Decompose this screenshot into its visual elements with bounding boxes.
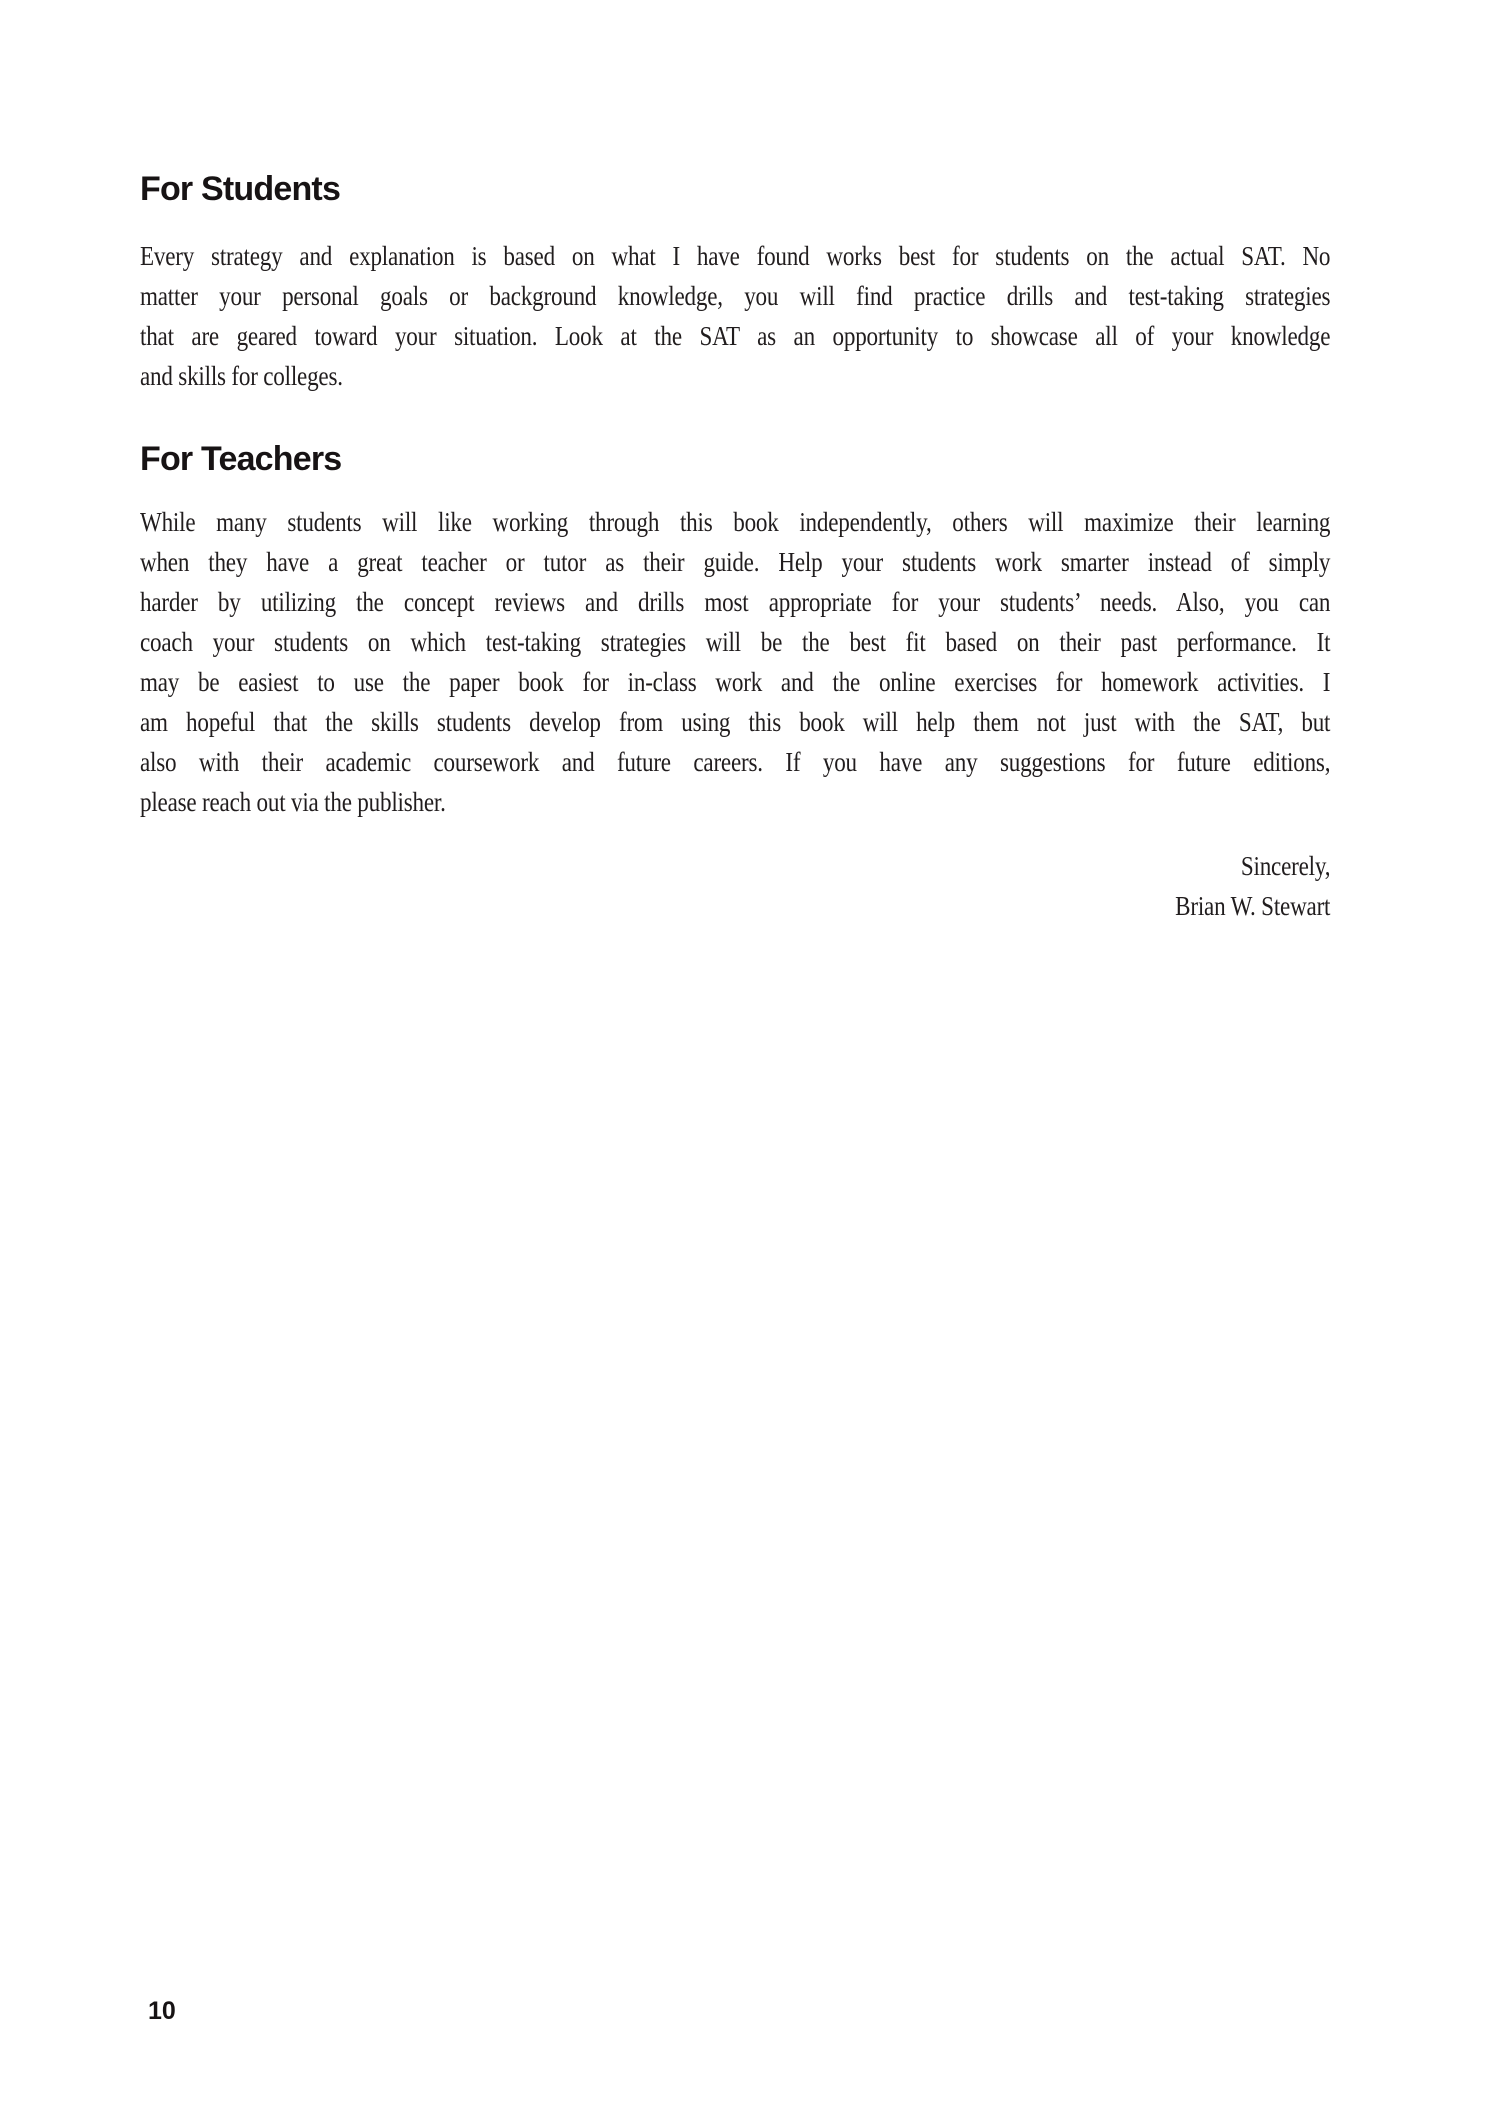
for-teachers-paragraph — [140, 502, 1330, 822]
text-line: and skills for colleges. — [140, 360, 343, 391]
section-heading-for-students: For Students — [140, 170, 341, 208]
text-line: Every strategy and explanation is based on what I have found works best for students on the actual SAT. No — [140, 240, 1331, 271]
text-line: also with their academic coursework and future careers. If you have any suggestions for future editions, — [140, 746, 1331, 777]
text-line: While many students will like working through this book independently, others will maximize their learning — [140, 506, 1331, 537]
text-line: when they have a great teacher or tutor as their guide. Help your students work smarter instead of simply — [140, 546, 1331, 577]
section-heading-for-teachers: For Teachers — [140, 440, 342, 478]
text-line: am hopeful that the skills students develop from using this book will help them not just with the SAT, but — [140, 706, 1331, 737]
closing-column — [140, 846, 1330, 926]
closing-signature: Brian W. Stewart — [1175, 890, 1331, 921]
text-line: matter your personal goals or background knowledge, you will find practice drills and test-taking strategies — [140, 280, 1331, 311]
for-students-section — [140, 236, 1512, 396]
page-number: 10 — [148, 1997, 176, 2025]
text-line: harder by utilizing the concept reviews and drills most appropriate for your students’ needs. Also, you can — [140, 586, 1331, 617]
text-line: please reach out via the publisher. — [140, 786, 446, 817]
text-line: coach your students on which test-taking strategies will be the best fit based on their past performance. It — [140, 626, 1331, 657]
text-line: that are geared toward your situation. Look at the SAT as an opportunity to showcase all of your knowledge — [140, 320, 1331, 351]
closing-block — [140, 846, 1512, 926]
closing-salutation: Sincerely, — [1240, 850, 1331, 881]
for-students-paragraph — [140, 236, 1330, 396]
text-line: may be easiest to use the paper book for in-class work and the online exercises for homework activities. I — [140, 666, 1331, 697]
for-teachers-section — [140, 502, 1512, 822]
